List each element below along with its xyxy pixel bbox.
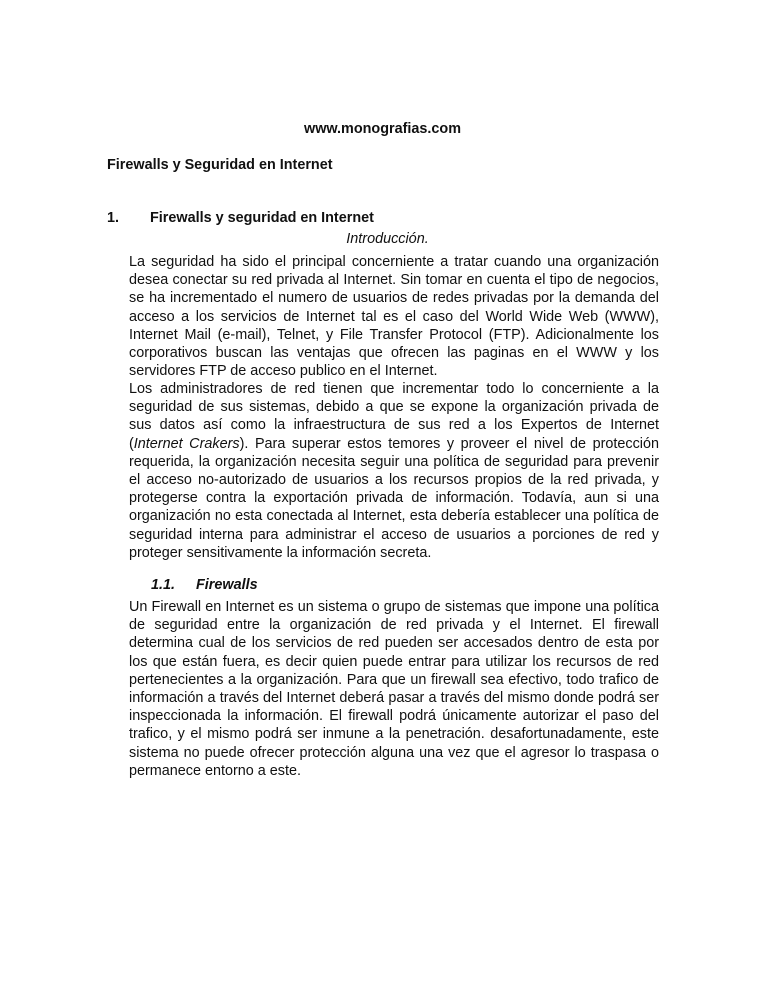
paragraph-introduction: La seguridad ha sido el principal concerniente a tratar cuando una organización desea conectar su red privada al Internet. Sin tomar en cuenta el tipo de negocios, se ha incrementado el numero de usuarios de redes privadas por la demanda del acceso a los servicios de Internet tal es el caso del World Wide Web (WWW), Internet Mail (e-mail), Telnet, y File Transfer Protocol (FTP). Adicionalmente los corporativos buscan las ventajas que ofrecen las paginas en el WWW y los servidores FTP de acceso publico en el Internet.: [129, 254, 659, 380]
paragraph-administrators-part2: ). Para superar estos temores y proveer el nivel de protección requerida, la organización necesita seguir una política de seguridad para prevenir el acceso no-autorizado de usuarios a los recursos propios de la red privada, y protegerse contra la exportación privada de información. Todavía, aun si una organización no esta conectada al Internet, esta debería establecer una política de seguridad interna para administrar el acceso de usuarios a porciones de red y proteger sensitivamente la información secreta.: [129, 435, 659, 561]
document-title: Firewalls y Seguridad en Internet: [107, 157, 333, 173]
paragraph-firewalls: Un Firewall en Internet es un sistema o grupo de sistemas que impone una política de seguridad entre la organización de red privada y el Internet. El firewall determina cual de los servicios de red pueden ser accesados dentro de esta por los que están fuera, es decir quien puede entrar para utilizar los recursos de red pertenecientes a la organización. Para que un firewall sea efectivo, todo trafico de información a través del Internet deberá pasar a través del mismo donde podrá ser inspeccionada la información. El firewall podrá únicamente autorizar el paso del trafico, y el mismo podrá ser inmune a la penetración. desafortunadamente, este sistema no puede ofrecer protección alguna una vez que el agresor lo traspasa o permanece entorno a este.: [129, 599, 659, 779]
site-url-header: www.monografias.com: [304, 121, 461, 137]
paragraph-administrators-part1: Los administradores de red tienen que incrementar todo lo concerniente a la seguridad de sus sistemas, debido a que se expone la organización privada de sus datos así como la infraestructura de sus red a los Expertos de Internet (: [129, 381, 659, 452]
section-number: 1.: [107, 210, 120, 226]
subsection-title: Firewalls: [196, 577, 258, 593]
paragraph-administrators: [129, 380, 659, 562]
subsection-number: 1.1.: [151, 577, 176, 593]
paragraph-administrators-italic: Internet Crakers: [133, 435, 240, 452]
introduction-subtitle: Introducción.: [346, 231, 429, 247]
section-heading: [107, 210, 374, 226]
subsection-heading: [151, 577, 258, 593]
section-title: Firewalls y seguridad en Internet: [150, 210, 374, 226]
